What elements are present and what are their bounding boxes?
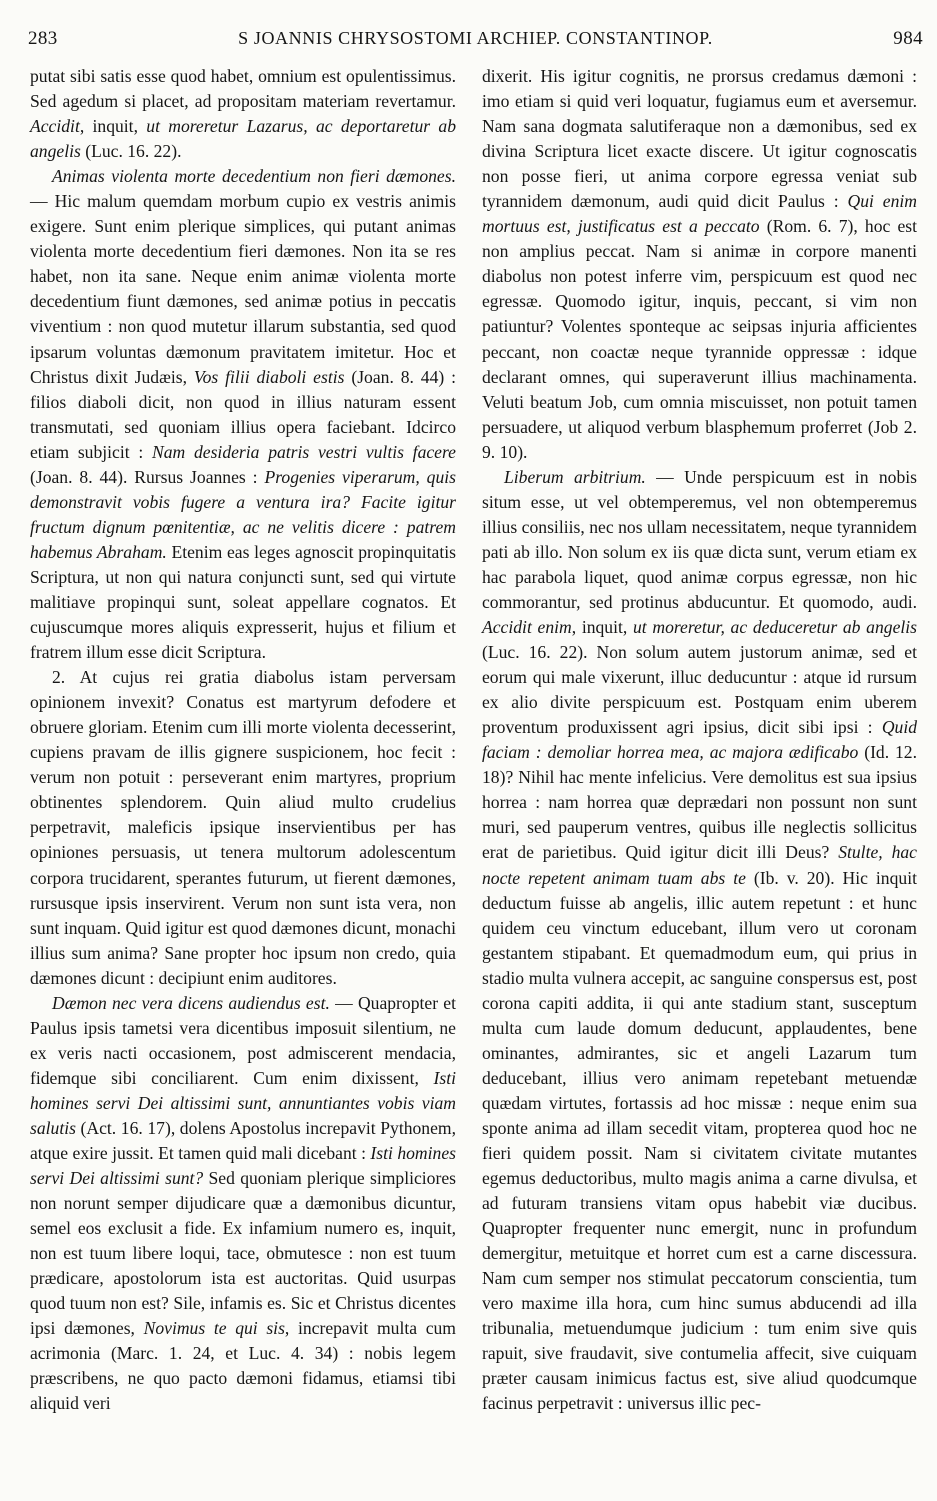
paragraph: Animas violenta morte decedentium non fieri dæmones. — Hic malum quemdam morbum cupio ex vestris animis exigere. Sunt enim plerique simplices, qui putant animas violenta morte decedentium fieri dæmones. Non ita se res habet, non ita sane. Neque enim animæ violenta morte decedentium fiunt dæmones, sed animæ potius in peccatis viventium : non quod mutetur illarum substantia, sed quod ipsarum voluntas dæmonum pravitatem imitetur. Hoc et Christus dixit Judæis, Vos filii diaboli estis (Joan. 8. 44) : filios diaboli dicit, non quod in illius naturam essent transmutati, sed quoniam illius opera faciebant. Idcirco etiam subjicit : Nam desideria patris vestri vultis facere (Joan. 8. 44). Rursus Joannes : Progenies viperarum, quis demonstravit vobis fugere a ventura ira? Facite igitur fructum dignum pœnitentiæ, ac ne velitis dicere : patrem habemus Abraham. Etenim eas leges agnoscit propinquitatis Scriptura, ut non qui natura conjuncti sunt, sed qui virtute malitiave propinqui sunt, soleat appellare cognatos. Et cujuscumque mores aliquis expresserit, hujus et filium et fratrem illum esse dicit Scriptura.: [30, 166, 456, 663]
right-column: [482, 64, 917, 1494]
page-number-left: 283: [28, 28, 58, 49]
running-title: S JOANNIS CHRYSOSTOMI ARCHIEP. CONSTANTINOP.: [238, 28, 713, 48]
left-column: [30, 64, 456, 1494]
section-heading: Liberum arbitrium.: [504, 466, 646, 487]
paragraph: dixerit. His igitur cognitis, ne prorsus credamus dæmoni : imo etiam si quid veri loquatur, fugiamus eum et aversemur. Nam sana dogmata salutiferaque non a dæmonibus, sed ex divina Scriptura licet exacte discere. Ut igitur cognoscatis non posse fieri, ut anima corpore egressa veniat sub tyrannidem dæmonum, audi quid dicit Paulus : Qui enim mortuus est, justificatus est a peccato (Rom. 6. 7), hoc est non amplius peccat. Nam si animæ in corpore manenti diabolus non potest inferre vim, perspicuum est quod nec egressæ. Quomodo igitur, inquis, peccant, si vim non patiuntur? Volentes sponteque ac seipsas injuria afficientes peccant, non coactæ neque tyrannide oppressæ : idque declarant omnes, qui superaverunt illius machinamenta. Veluti beatum Job, cum omnia miscuisset, non potuit tamen persuadere, ut aliquod verbum blasphemum proferret (Job 2. 9. 10).: [482, 66, 917, 462]
paragraph: 2. At cujus rei gratia diabolus istam perversam opinionem invexit? Conatus est martyrum defodere et obruere gloriam. Etenim cum illi morte violenta decesserint, cupiens pravam de illis gignere suspicionem, hoc fecit : verum non potuit : perseverant enim martyres, proprium obtinentes splendorem. Quin aliud multo crudelius perpetravit, maleficis ipsique inservientibus per has opiniones persuasis, ut tenera multorum adolescentum corpora trucidarent, sperantes futurum, ut fierent dæmones, rursusque ipsis inservirent. Verum non sunt ista vera, non sunt inquam. Quid igitur est quod dæmones dicunt, monachi illius sum anima? Sane propter hoc ipsum non credo, quia dæmones dicunt : decipiunt enim auditores.: [30, 667, 456, 988]
paragraph: Dæmon nec vera dicens audiendus est. — Quapropter et Paulus ipsis tametsi vera dicentibus imposuit silentium, ne ex veris nacti occasionem, post admiscerent mendacia, fidemque sibi conciliarent. Cum enim dixissent, Isti homines servi Dei altissimi sunt, annuntiantes vobis viam salutis (Act. 16. 17), dolens Apostolus increpavit Pythonem, atque exire jussit. Et tamen quid mali dicebant : Isti homines servi Dei altissimi sunt? Sed quoniam plerique simpliciores non norunt semper dijudicare quæ a dæmonibus dicuntur, semel eos exclusit a fide. Ex infamium numero es, inquit, non est tuum libere loqui, tace, obmutesce : non est tuum prædicare, apostolorum ista est auctoritas. Quid usurpas quod tuum non est? Sile, infamis es. Sic et Christus dicentes ipsi dæmones, Novimus te qui sis, increpavit multa cum acrimonia (Marc. 1. 24, et Luc. 4. 34) : nobis legem præscribens, ne quo pacto dæmoni fidamus, etiamsi tibi aliquid veri: [30, 992, 456, 1414]
section-heading: Animas violenta morte decedentium non fieri dæmones.: [52, 166, 456, 187]
page-number-right: 984: [893, 28, 923, 49]
section-heading: Dæmon nec vera dicens audiendus est.: [52, 992, 330, 1013]
paragraph: putat sibi satis esse quod habet, omnium est opulentissimus. Sed agedum si placet, ad propositam materiam revertamur. Accidit, inquit, ut moreretur Lazarus, ac deportaretur ab angelis (Luc. 16. 22).: [30, 66, 457, 162]
paragraph: Liberum arbitrium. — Unde perspicuum est in nobis situm esse, ut vel obtemperemus, vel non obtemperemus illius consiliis, nec nos ullam necessitatem, neque tyrannidem pati ab illo. Non solum ex iis quæ dicta sunt, verum etiam ex hac parabola liquet, quod animæ corpus egressæ, non hic commorantur, sed protinus abducuntur. Et quomodo, audi. Accidit enim, inquit, ut moreretur, ac deduceretur ab angelis (Luc. 16. 22). Non solum autem justorum animæ, sed et eorum qui male vixerunt, illuc deducuntur : atque id rursum ex alio divite perspicuum est. Postquam enim uberem proventum produxissent agri ipsius, dicit sibi ipsi : Quid faciam : demoliar horrea mea, ac majora ædificabo (Id. 12. 18)? Nihil hac mente infelicius. Vere demolitus est sua ipsius horrea : nam horrea quæ deprædari non possunt non sunt muri, sed pauperum ventres, quibus ille neglectis sollicitus erat de parietibus. Quid igitur dicit illi Deus? Stulte, hac nocte repetent animam tuam abs te (Ib. v. 20). Hic inquit deductum fuisse ab angelis, illic autem repetunt : et hunc quidem ceu vinctum educebant, illum vero ut coronam gestantem stipabant. Et quemadmodum eum, qui prius in stadio multa vulnera accepit, ac sanguine conspersus est, post corona capiti addita, ii qui ante stadium stant, susceptum multa cum laude domum deducunt, applaudentes, bene ominantes, admirantes, sic et angeli Lazarum tum deducebant, illius vero animam repetebant metuendæ quædam virtutes, fortassis ad hoc missæ : neque enim sua sponte anima ad illam secedit vitam, propterea quod hoc ne fieri quidem possit. Nam si civitatem civitate mutantes egemus deductoribus, multo magis anima a carne divulsa, et ad futuram transiens vitam opus habebit viæ ducibus. Quapropter frequenter nunc emergit, nunc in profundum demergitur, metuitque et horret cum est a carne discessura. Nam cum semper nos stimulat peccatorum conscientia, tum vero maxime illa hora, cum hinc sumus abducendi ad illa tribunalia, metuendumque judicium : tum enim sive quis rapuit, sive fraudavit, sive contumelia affecit, sive cuiquam præter causam inimicus factus est, sive aliud quodcumque facinus perpetravit : universus illic pec-: [482, 466, 918, 1414]
running-header: [28, 28, 923, 58]
